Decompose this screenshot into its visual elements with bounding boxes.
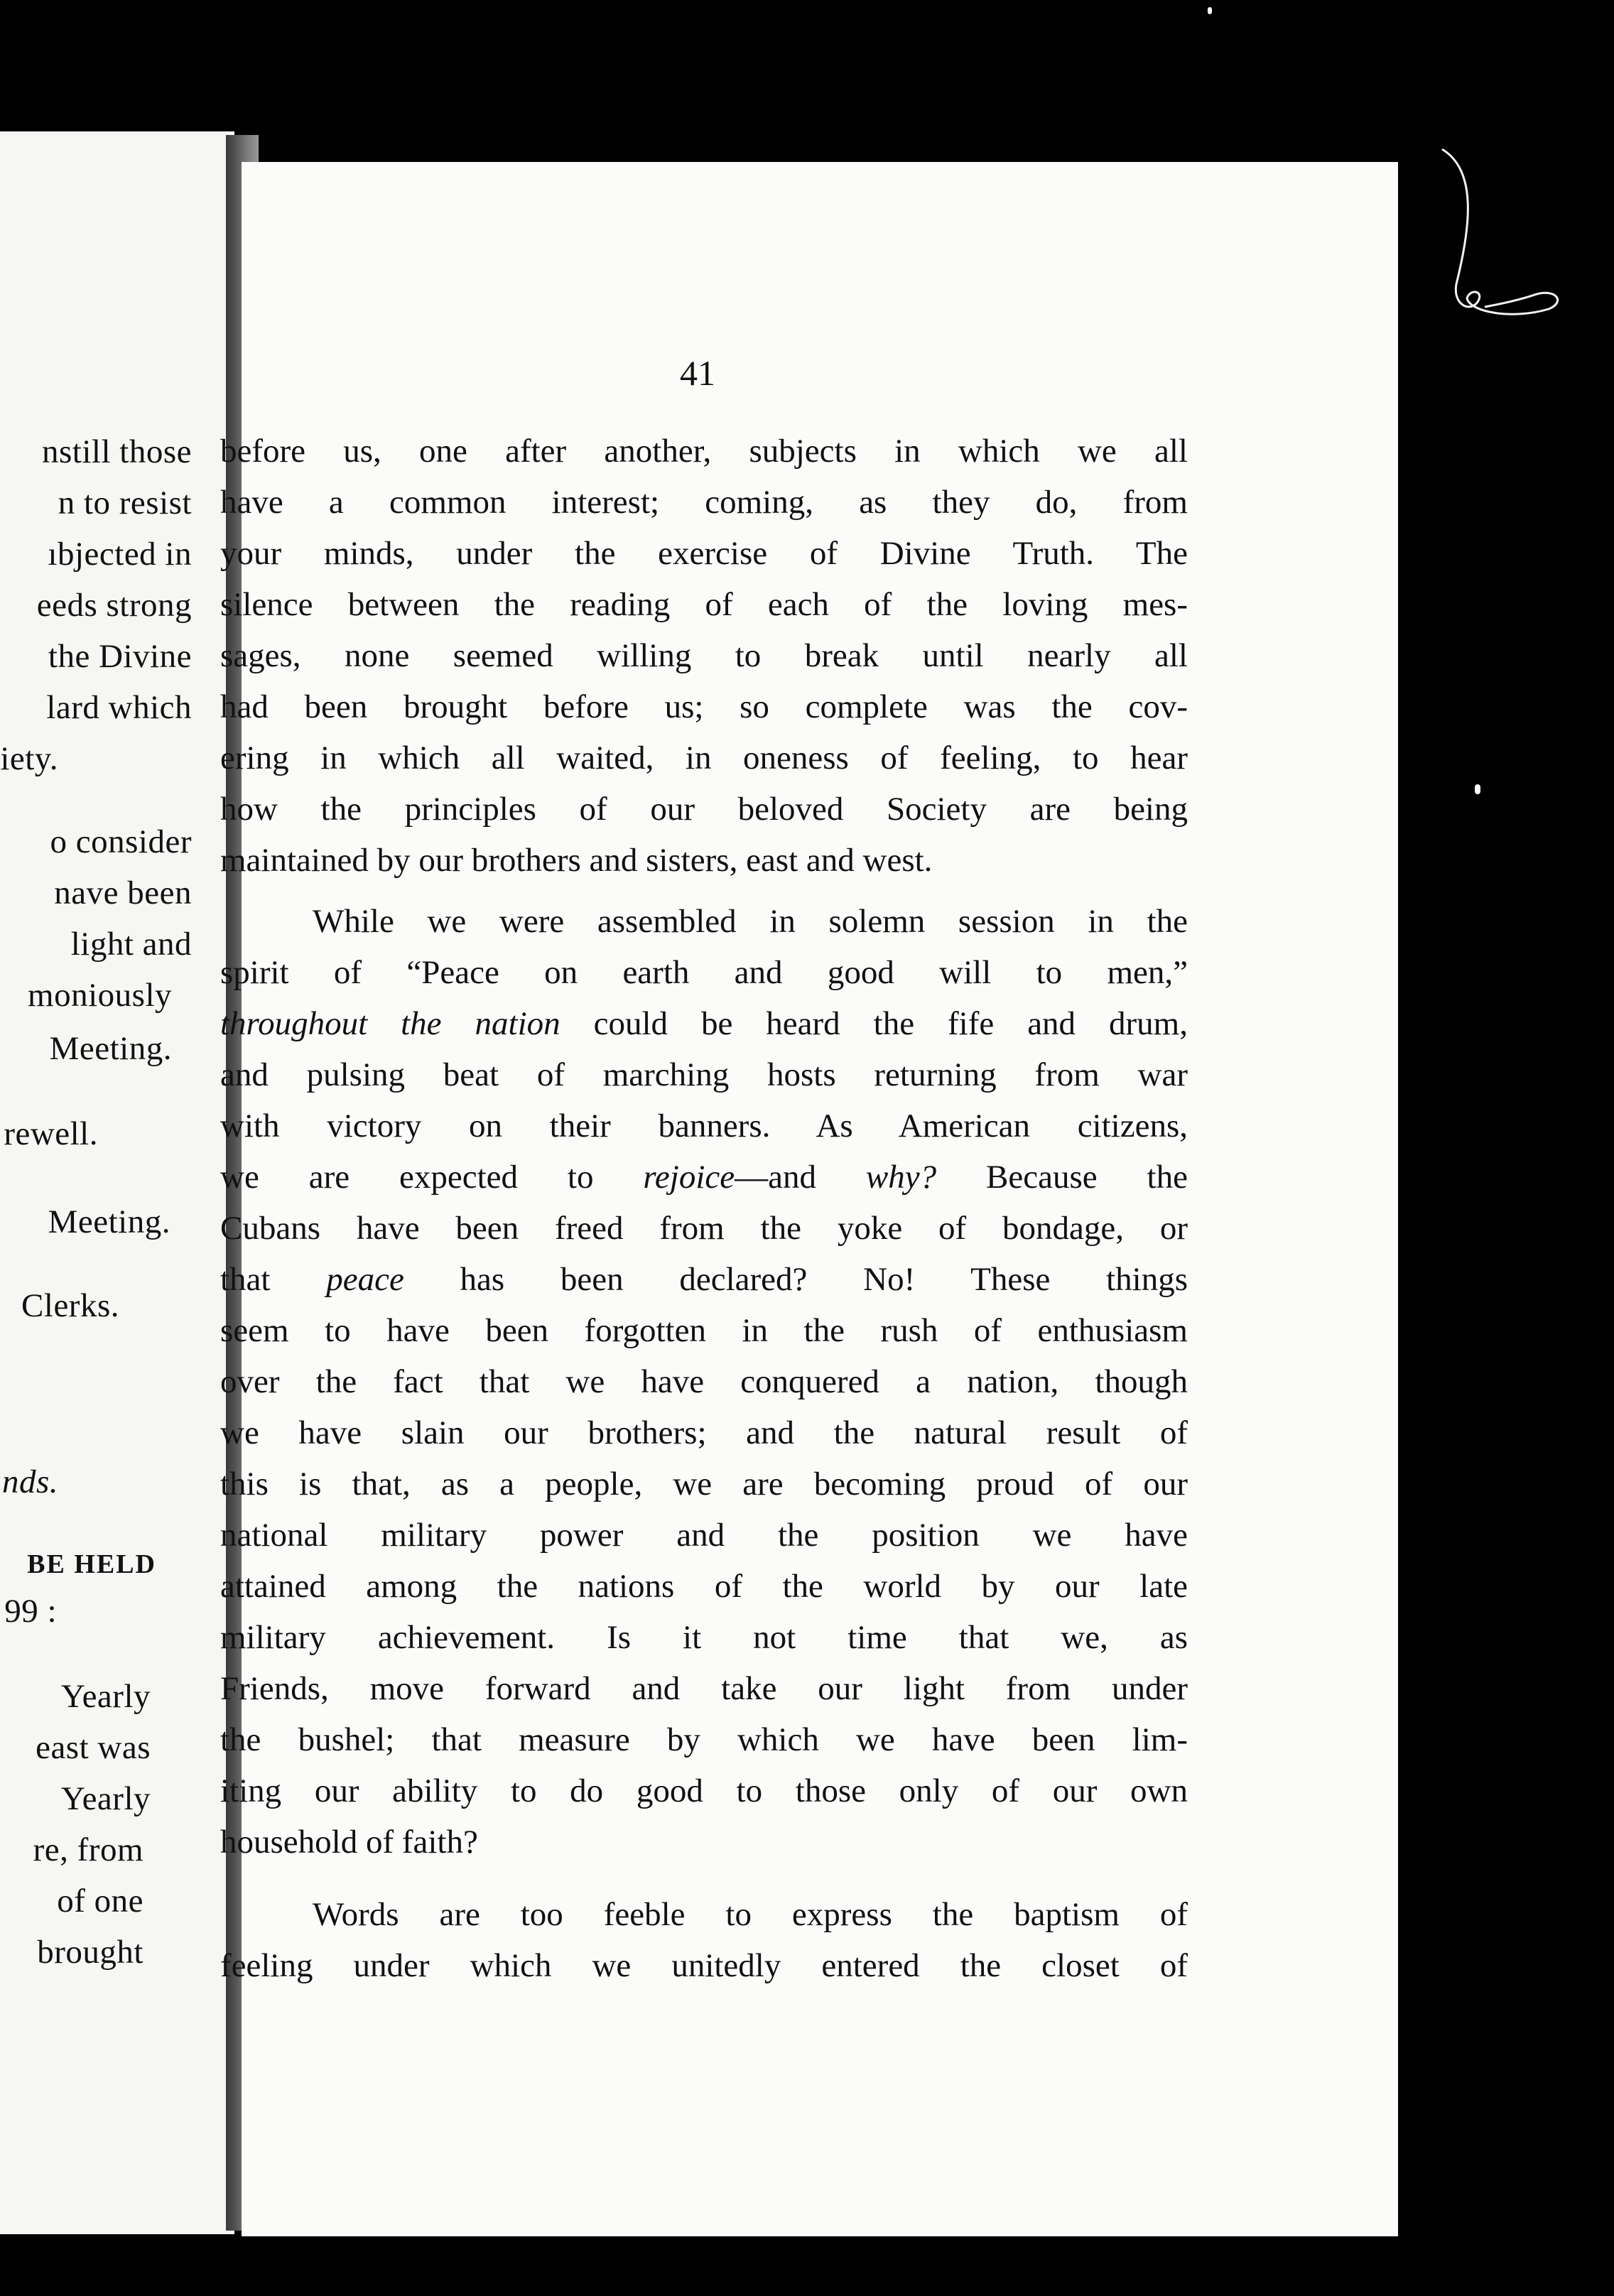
text-line: how the principles of our beloved Society are being [220,791,1188,828]
text-line: spirit of “Peace on earth and good will to men,” [220,954,1188,991]
left-text-line: o consider [50,823,192,860]
text-line: household of faith? [220,1824,478,1861]
left-text-line: 99 : [4,1593,57,1630]
text-span: could be heard the fife and drum, [560,1005,1188,1042]
text-span: that [220,1261,327,1298]
left-text-line: Clerks. [21,1287,119,1324]
text-line: the bushel; that measure by which we have been lim- [220,1721,1188,1758]
left-text-line: iety. [0,740,58,777]
left-text-line: Yearly [60,1678,151,1715]
italic-text: why? [865,1159,937,1196]
left-text-line: Meeting. [49,1030,172,1067]
text-span: we are expected to [220,1159,644,1196]
italic-text: peace [326,1261,404,1298]
text-line: have a common interest; coming, as they do, from [220,484,1188,521]
text-line: Words are too feeble to express the baptism of [313,1896,1188,1933]
text-line: While we were assembled in solemn session in the [313,903,1188,940]
text-line: Cubans have been freed from the yoke of bondage, or [220,1210,1188,1247]
left-text-line: nds. [1,1463,58,1500]
dust-speck [1208,7,1212,14]
left-text-line: eeds strong [36,587,192,624]
left-text-line: n to resist [58,484,192,521]
text-span: has been declared? No! These things [404,1261,1188,1298]
text-line: iting our ability to do good to those only of our own [220,1772,1188,1809]
left-text-line: the Divine [48,638,192,675]
left-text-line: re, from [33,1831,143,1868]
text-line: we have slain our brothers; and the natural result of [220,1414,1188,1451]
left-text-line: of one [57,1883,143,1919]
left-text-line: Meeting. [48,1203,170,1240]
text-span: —and [735,1159,866,1196]
text-line: ering in which all waited, in oneness of feeling, to hear [220,740,1188,776]
text-line: feeling under which we unitedly entered the closet of [220,1947,1188,1984]
left-text-line: light and [70,926,192,963]
text-span: Because the [936,1159,1188,1196]
thread-artifact [1428,142,1577,355]
text-line: seem to have been forgotten in the rush of enthusiasm [220,1312,1188,1349]
dust-speck [1475,784,1480,794]
text-line: maintained by our brothers and sisters, east and west. [220,842,933,879]
text-line [220,1007,1188,1041]
text-line: Friends, move forward and take our light from under [220,1670,1188,1707]
text-line: had been brought before us; so complete was the cov- [220,688,1188,725]
text-line: attained among the nations of the world by our late [220,1568,1188,1605]
text-line: this is that, as a people, we are becoming proud of our [220,1466,1188,1502]
text-line [220,1161,1188,1194]
left-text-line: Yearly [60,1780,151,1817]
left-page-fragment [0,131,234,2234]
text-line: with victory on their banners. As American citizens, [220,1108,1188,1144]
text-line [220,1263,1188,1296]
left-text-line: nave been [54,874,192,911]
text-line: your minds, under the exercise of Divine Truth. The [220,535,1188,572]
left-text-line: ıbjected in [48,536,192,573]
italic-text: rejoice [643,1159,735,1196]
left-text-line: BE HELD [27,1549,156,1579]
text-line: military achievement. Is it not time that we, as [220,1619,1188,1656]
italic-text: throughout the nation [220,1005,560,1042]
text-line: and pulsing beat of marching hosts returning from war [220,1056,1188,1093]
text-line: silence between the reading of each of the loving mes- [220,586,1188,623]
text-line: national military power and the position we have [220,1517,1188,1554]
left-text-line: lard which [46,689,192,726]
page-number: 41 [680,353,715,393]
text-line: before us, one after another, subjects in which we all [220,433,1188,470]
left-text-line: moniously [28,977,172,1014]
text-line: sages, none seemed willing to break until nearly all [220,637,1188,674]
left-text-line: rewell. [4,1115,98,1152]
left-text-line: brought [37,1934,143,1971]
right-page [220,162,1398,2236]
left-text-line: nstill those [42,433,192,470]
text-line: over the fact that we have conquered a nation, though [220,1363,1188,1400]
left-text-line: east was [36,1729,151,1766]
